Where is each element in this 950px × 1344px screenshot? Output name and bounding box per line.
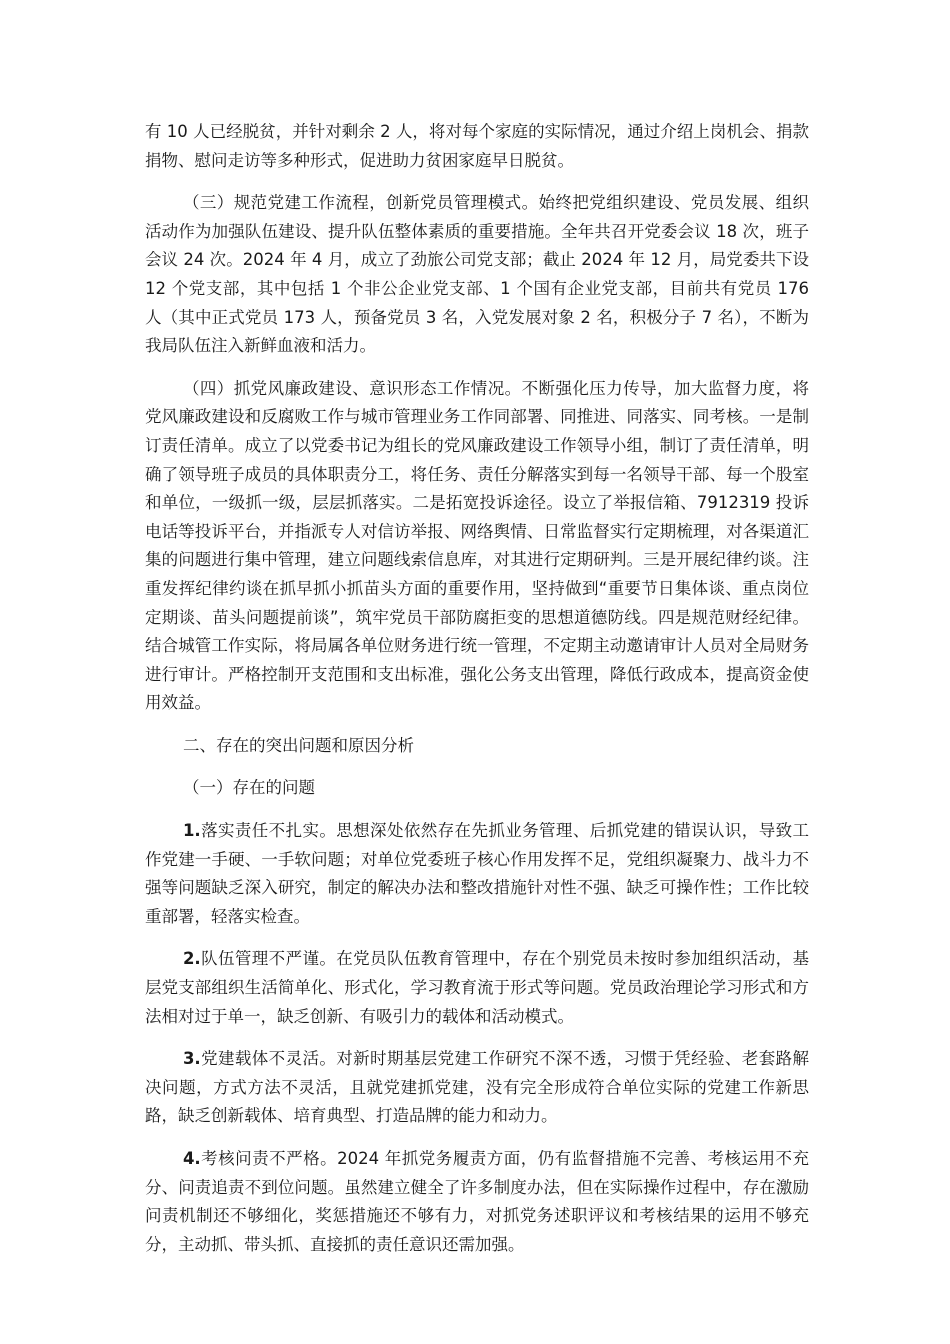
paragraph-text: 队伍管理不严谨。在党员队伍教育管理中，存在个别党员未按时参加组织活动，基层党支部组织生活简单化、形式化，学习教育流于形式等问题。党员政治理论学习形式和方法相对过于单一，缺乏创新、有吸引力的载体和活动模式。 (145, 949, 809, 1026)
section-heading-problems (145, 732, 809, 761)
paragraph-party-workflow (145, 189, 809, 361)
document-page (145, 118, 809, 1273)
heading-text: 二、存在的突出问题和原因分析 (182, 735, 414, 755)
item-number: 2. (182, 949, 201, 969)
item-number: 4. (182, 1149, 201, 1168)
paragraph-text: 党建载体不灵活。对新时期基层党建工作研究不深不透，习惯于凭经验、老套路解决问题，方式方法不灵活，且就党建抓党建，没有完全形成符合单位实际的党建工作新思路，缺乏创新载体、培育典型、打造品牌的能力和动力。 (145, 1049, 809, 1126)
item-number: 1. (182, 821, 201, 841)
problem-item-2 (145, 945, 809, 1031)
problem-item-1 (145, 817, 809, 931)
paragraph-text: （四）抓党风廉政建设、意识形态工作情况。不断强化压力传导，加大监督力度，将党风廉政建设和反腐败工作与城市管理业务工作同部署、同推进、同落实、同考核。一是制订责任清单。成立了以党委书记为组长的党风廉政建设工作领导小组，制订了责任清单，明确了领导班子成员的具体职责分工，将任务、责任分解落实到每一名领导干部、每一个股室和单位，一级抓一级，层层抓落实。二是拓宽投诉途径。设立了举报信箱、7912319 投诉电话等投诉平台，并指派专人对信访举报、网络舆情、日常监督实行定期梳理，对各渠道汇集的问题进行集中管理，建立问题线索信息库，对其进行定期研判。三是开展纪律约谈。注重发挥纪律约谈在抓早抓小抓苗头方面的重要作用，坚持做到“重要节日集体谈、重点岗位定期谈、苗头问题提前谈”，筑牢党员干部防腐拒变的思想道德防线。四是规范财经纪律。结合城管工作实际，将局属各单位财务进行统一管理，不定期主动邀请审计人员对全局财务进行审计。严格控制开支范围和支出标准，强化公务支出管理，降低行政成本，提高资金使用效益。 (145, 378, 809, 713)
problem-item-4 (145, 1145, 809, 1259)
paragraph-integrity-building (145, 375, 809, 718)
paragraph-text: （三）规范党建工作流程，创新党员管理模式。始终把党组织建设、党员发展、组织活动作为加强队伍建设、提升队伍整体素质的重要措施。全年共召开党委会议 18 次，班子会议 24 次。2024 年 4 月，成立了劲旅公司党支部；截止 2024 年 12 月，局党委共下设 12 个党支部，其中包括 1 个非公企业党支部、1 个国有企业党支部，目前共有党员 176 人（其中正式党员 173 人，预备党员 3 名，入党发展对象 2 名，积极分子 7 名），不断为我局队伍注入新鲜血液和活力。 (145, 193, 809, 356)
paragraph-poverty-continued (145, 118, 809, 175)
subsection-heading-existing-problems (145, 774, 809, 803)
heading-text: （一）存在的问题 (182, 778, 315, 798)
paragraph-text: 落实责任不扎实。思想深处依然存在先抓业务管理、后抓党建的错误认识，导致工作党建一手硬、一手软问题；对单位党委班子核心作用发挥不足，党组织凝聚力、战斗力不强等问题缺乏深入研究，制定的解决办法和整改措施针对性不强、缺乏可操作性；工作比较重部署，轻落实检查。 (145, 821, 809, 926)
problem-item-3 (145, 1045, 809, 1131)
paragraph-text: 有 10 人已经脱贫，并针对剩余 2 人，将对每个家庭的实际情况，通过介绍上岗机会、捐款捐物、慰问走访等多种形式，促进助力贫困家庭早日脱贫。 (145, 122, 809, 170)
paragraph-text: 考核问责不严格。2024 年抓党务履责方面，仍有监督措施不完善、考核运用不充分、问责追责不到位问题。虽然建立健全了许多制度办法，但在实际操作过程中，存在激励问责机制还不够细化，奖惩措施还不够有力，对抓党务述职评议和考核结果的运用不够充分，主动抓、带头抓、直接抓的责任意识还需加强。 (145, 1149, 809, 1254)
item-number: 3. (182, 1049, 201, 1069)
